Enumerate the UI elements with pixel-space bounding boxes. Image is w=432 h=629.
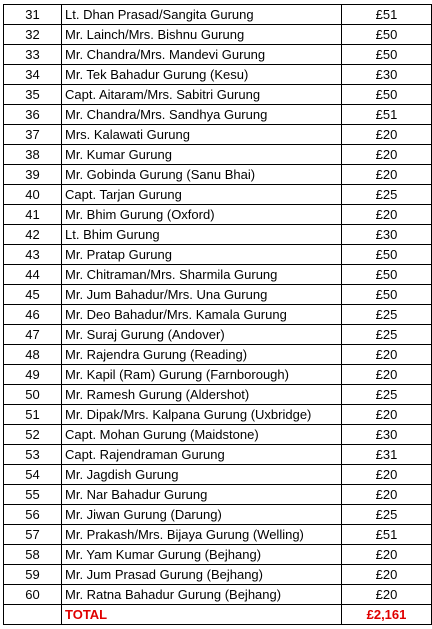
table-row <box>4 305 432 325</box>
donor-name-cell: Mr. Tek Bahadur Gurung (Kesu) <box>62 65 342 85</box>
table-row <box>4 345 432 365</box>
total-label: TOTAL <box>62 605 342 625</box>
table-row <box>4 545 432 565</box>
row-number-cell: 51 <box>4 405 62 425</box>
table-row <box>4 265 432 285</box>
donor-name-cell: Capt. Aitaram/Mrs. Sabitri Gurung <box>62 85 342 105</box>
table-row <box>4 45 432 65</box>
amount-cell: £30 <box>342 425 432 445</box>
row-number-cell: 32 <box>4 25 62 45</box>
row-number-cell: 43 <box>4 245 62 265</box>
donor-name-cell: Mr. Jum Bahadur/Mrs. Una Gurung <box>62 285 342 305</box>
donor-name-cell: Mr. Ratna Bahadur Gurung (Bejhang) <box>62 585 342 605</box>
donor-name-cell: Mr. Gobinda Gurung (Sanu Bhai) <box>62 165 342 185</box>
row-number-cell: 60 <box>4 585 62 605</box>
table-row <box>4 85 432 105</box>
row-number-cell: 44 <box>4 265 62 285</box>
table-row <box>4 245 432 265</box>
total-row-number-cell <box>4 605 62 625</box>
amount-cell: £25 <box>342 325 432 345</box>
row-number-cell: 41 <box>4 205 62 225</box>
donor-name-cell: Capt. Tarjan Gurung <box>62 185 342 205</box>
amount-cell: £51 <box>342 105 432 125</box>
table-row <box>4 325 432 345</box>
amount-cell: £20 <box>342 465 432 485</box>
row-number-cell: 56 <box>4 505 62 525</box>
amount-cell: £31 <box>342 445 432 465</box>
amount-cell: £20 <box>342 165 432 185</box>
amount-cell: £30 <box>342 65 432 85</box>
table-row <box>4 105 432 125</box>
table-row <box>4 465 432 485</box>
table-row <box>4 165 432 185</box>
donor-name-cell: Mr. Prakash/Mrs. Bijaya Gurung (Welling) <box>62 525 342 545</box>
amount-cell: £30 <box>342 225 432 245</box>
donor-name-cell: Mr. Ramesh Gurung (Aldershot) <box>62 385 342 405</box>
table-row <box>4 525 432 545</box>
row-number-cell: 52 <box>4 425 62 445</box>
donor-name-cell: Mr. Jiwan Gurung (Darung) <box>62 505 342 525</box>
donor-name-cell: Mr. Lainch/Mrs. Bishnu Gurung <box>62 25 342 45</box>
amount-cell: £20 <box>342 205 432 225</box>
row-number-cell: 53 <box>4 445 62 465</box>
amount-cell: £20 <box>342 125 432 145</box>
row-number-cell: 42 <box>4 225 62 245</box>
row-number-cell: 31 <box>4 5 62 25</box>
row-number-cell: 40 <box>4 185 62 205</box>
donation-table-container <box>3 4 432 625</box>
table-row <box>4 485 432 505</box>
table-row <box>4 565 432 585</box>
donor-name-cell: Mr. Dipak/Mrs. Kalpana Gurung (Uxbridge) <box>62 405 342 425</box>
donor-name-cell: Mr. Chandra/Mrs. Mandevi Gurung <box>62 45 342 65</box>
donor-name-cell: Mrs. Kalawati Gurung <box>62 125 342 145</box>
donor-name-cell: Capt. Rajendraman Gurung <box>62 445 342 465</box>
amount-cell: £50 <box>342 265 432 285</box>
total-row <box>4 605 432 625</box>
amount-cell: £20 <box>342 405 432 425</box>
amount-cell: £50 <box>342 45 432 65</box>
amount-cell: £20 <box>342 485 432 505</box>
amount-cell: £25 <box>342 385 432 405</box>
amount-cell: £25 <box>342 505 432 525</box>
amount-cell: £50 <box>342 85 432 105</box>
donor-name-cell: Mr. Suraj Gurung (Andover) <box>62 325 342 345</box>
row-number-cell: 33 <box>4 45 62 65</box>
amount-cell: £20 <box>342 585 432 605</box>
row-number-cell: 37 <box>4 125 62 145</box>
donor-name-cell: Mr. Chandra/Mrs. Sandhya Gurung <box>62 105 342 125</box>
table-row <box>4 225 432 245</box>
amount-cell: £50 <box>342 285 432 305</box>
donor-name-cell: Mr. Kumar Gurung <box>62 145 342 165</box>
donor-name-cell: Lt. Dhan Prasad/Sangita Gurung <box>62 5 342 25</box>
donor-name-cell: Mr. Yam Kumar Gurung (Bejhang) <box>62 545 342 565</box>
row-number-cell: 38 <box>4 145 62 165</box>
row-number-cell: 47 <box>4 325 62 345</box>
donor-name-cell: Mr. Pratap Gurung <box>62 245 342 265</box>
donor-name-cell: Mr. Kapil (Ram) Gurung (Farnborough) <box>62 365 342 385</box>
donor-name-cell: Mr. Deo Bahadur/Mrs. Kamala Gurung <box>62 305 342 325</box>
row-number-cell: 36 <box>4 105 62 125</box>
row-number-cell: 48 <box>4 345 62 365</box>
donor-name-cell: Mr. Jum Prasad Gurung (Bejhang) <box>62 565 342 585</box>
amount-cell: £25 <box>342 185 432 205</box>
total-amount: £2,161 <box>342 605 432 625</box>
donation-table-body <box>4 5 432 605</box>
donor-name-cell: Lt. Bhim Gurung <box>62 225 342 245</box>
amount-cell: £50 <box>342 25 432 45</box>
donor-name-cell: Capt. Mohan Gurung (Maidstone) <box>62 425 342 445</box>
amount-cell: £51 <box>342 525 432 545</box>
row-number-cell: 54 <box>4 465 62 485</box>
amount-cell: £20 <box>342 545 432 565</box>
row-number-cell: 59 <box>4 565 62 585</box>
row-number-cell: 46 <box>4 305 62 325</box>
table-row <box>4 285 432 305</box>
row-number-cell: 50 <box>4 385 62 405</box>
row-number-cell: 55 <box>4 485 62 505</box>
row-number-cell: 39 <box>4 165 62 185</box>
donor-name-cell: Mr. Rajendra Gurung (Reading) <box>62 345 342 365</box>
donor-name-cell: Mr. Jagdish Gurung <box>62 465 342 485</box>
row-number-cell: 35 <box>4 85 62 105</box>
amount-cell: £51 <box>342 5 432 25</box>
amount-cell: £20 <box>342 345 432 365</box>
table-row <box>4 585 432 605</box>
table-row <box>4 145 432 165</box>
amount-cell: £25 <box>342 305 432 325</box>
row-number-cell: 34 <box>4 65 62 85</box>
amount-cell: £20 <box>342 565 432 585</box>
table-row <box>4 505 432 525</box>
table-row <box>4 205 432 225</box>
table-row <box>4 125 432 145</box>
row-number-cell: 45 <box>4 285 62 305</box>
donor-name-cell: Mr. Nar Bahadur Gurung <box>62 485 342 505</box>
row-number-cell: 49 <box>4 365 62 385</box>
amount-cell: £20 <box>342 365 432 385</box>
amount-cell: £20 <box>342 145 432 165</box>
table-row <box>4 445 432 465</box>
table-row <box>4 65 432 85</box>
amount-cell: £50 <box>342 245 432 265</box>
table-row <box>4 185 432 205</box>
donor-name-cell: Mr. Bhim Gurung (Oxford) <box>62 205 342 225</box>
table-row <box>4 25 432 45</box>
table-row <box>4 365 432 385</box>
donation-table <box>3 4 432 625</box>
table-row <box>4 5 432 25</box>
table-row <box>4 405 432 425</box>
row-number-cell: 58 <box>4 545 62 565</box>
table-row <box>4 385 432 405</box>
table-row <box>4 425 432 445</box>
donor-name-cell: Mr. Chitraman/Mrs. Sharmila Gurung <box>62 265 342 285</box>
row-number-cell: 57 <box>4 525 62 545</box>
